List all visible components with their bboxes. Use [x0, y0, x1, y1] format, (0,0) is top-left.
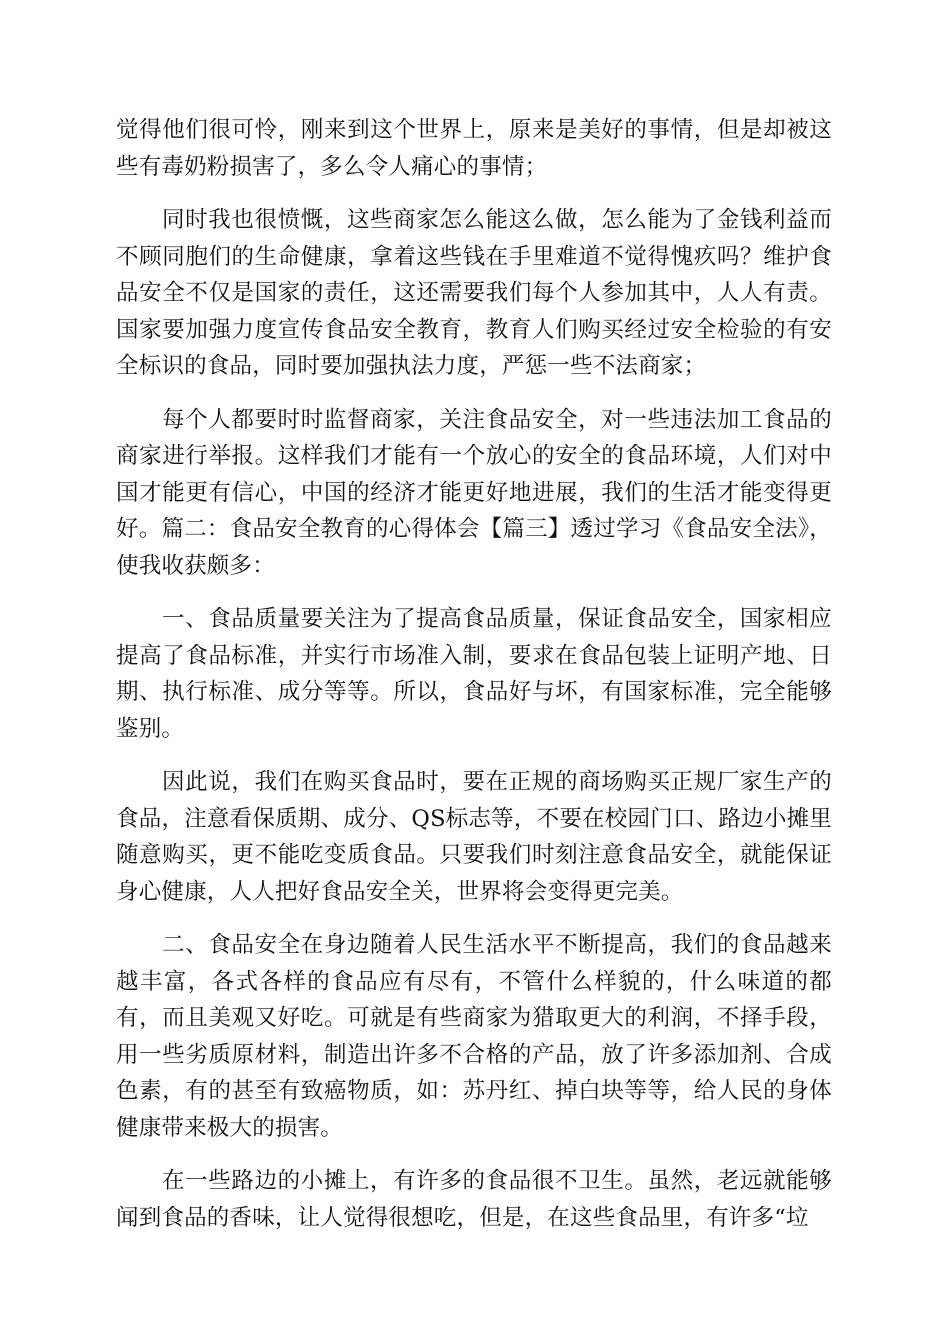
paragraph-3: 每个人都要时时监督商家，关注食品安全，对一些违法加工食品的商家进行举报。这样我们才能有一个放心的安全的食品环境，人们对中国才能更有信心，中国的经济才能更好地进展，我们的生活才能变得更好。篇二：食品安全教育的心得体会【篇三】透过学习《食品安全法》，使我收获颇多： [116, 406, 832, 579]
paragraph-7: 在一些路边的小摊上，有许多的食品很不卫生。虽然，老远就能够闻到食品的香味，让人觉得很想吃，但是，在这些食品里，有许多“垃 [116, 1168, 832, 1231]
paragraph-4: 一、食品质量要关注为了提高食品质量，保证食品安全，国家相应提高了食品标准，并实行市场准入制，要求在食品包装上证明产地、日期、执行标准、成分等等。所以，食品好与坏，有国家标准，完全能够鉴别。 [116, 606, 832, 742]
paragraph-5: 因此说，我们在购买食品时，要在正规的商场购买正规厂家生产的食品，注意看保质期、成分、QS标志等，不要在校园门口、路边小摊里随意购买，更不能吃变质食品。只要我们时刻注意食品安全，就能保证身心健康，人人把好食品安全关，世界将会变得更完美。 [116, 769, 832, 905]
paragraph-1: 觉得他们很可怜，刚来到这个世界上，原来是美好的事情，但是却被这些有毒奶粉损害了，多么令人痛心的事情； [116, 117, 832, 180]
paragraph-6: 二、食品安全在身边随着人民生活水平不断提高，我们的食品越来越丰富，各式各样的食品应有尽有，不管什么样貌的，什么味道的都有，而且美观又好吃。可就是有些商家为猎取更大的利润，不择手段，用一些劣质原材料，制造出许多不合格的产品，放了许多添加剂、合成色素，有的甚至有致癌物质，如：苏丹红、掉白块等等，给人民的身体健康带来极大的损害。 [116, 932, 832, 1141]
paragraph-2: 同时我也很愤慨，这些商家怎么能这么做，怎么能为了金钱利益而不顾同胞们的生命健康，拿着这些钱在手里难道不觉得愧疚吗？维护食品安全不仅是国家的责任，这还需要我们每个人参加其中，人人有责。国家要加强力度宣传食品安全教育，教育人们购买经过安全检验的有安全标识的食品，同时要加强执法力度，严惩一些不法商家； [116, 207, 832, 379]
document-body [116, 112, 832, 1253]
